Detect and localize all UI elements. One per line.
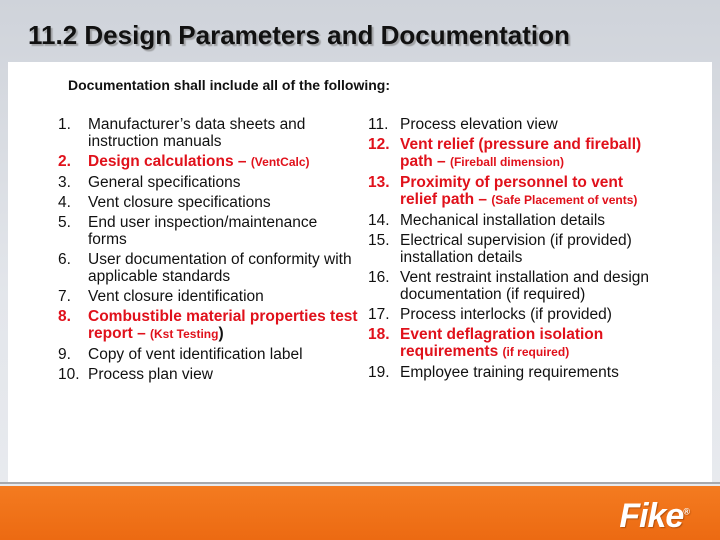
item-main-text: User documentation of conformity with applicable standards: [88, 251, 352, 285]
item-number: 11.: [368, 116, 389, 133]
list-item: [58, 308, 358, 343]
item-note: (Kst Testing: [150, 327, 219, 341]
intro-text: Documentation shall include all of the following:: [68, 77, 391, 93]
item-number: 16.: [368, 269, 390, 286]
item-text: [88, 366, 358, 383]
slide-title: 11.2 Design Parameters and Documentation: [28, 20, 570, 50]
list-item: [368, 136, 664, 171]
list-item: [58, 153, 358, 171]
item-main-text: Combustible material properties test report –: [88, 308, 358, 342]
item-text: [400, 116, 664, 133]
item-number: 17.: [368, 306, 390, 323]
item-text: [88, 214, 358, 248]
list-item: [58, 214, 358, 248]
item-main-text: End user inspection/maintenance forms: [88, 214, 318, 248]
list-item: [368, 326, 664, 361]
item-main-text: Proximity of personnel to vent relief path –: [400, 174, 624, 208]
list-item: [368, 212, 664, 229]
item-main-text: Mechanical installation details: [400, 212, 606, 229]
item-main-text: Vent restraint installation and design documentation (if required): [400, 269, 650, 303]
item-note: (Fireball dimension): [449, 155, 564, 169]
item-note: (if required): [502, 345, 570, 359]
item-text: [400, 306, 664, 323]
item-number: 6.: [58, 251, 71, 268]
logo-text: Fike: [619, 497, 684, 535]
item-main-text: Vent relief (pressure and fireball) path –: [400, 136, 642, 170]
list-item: [58, 251, 358, 285]
list-item: [58, 174, 358, 191]
item-text: [400, 364, 664, 381]
item-number: 1.: [58, 116, 71, 133]
item-number: 5.: [58, 214, 71, 231]
item-number: 12.: [368, 136, 390, 153]
item-number: 4.: [58, 194, 71, 211]
item-text: [88, 116, 358, 150]
fike-logo: [619, 497, 690, 536]
item-text: [88, 251, 358, 285]
list-item: [58, 288, 358, 305]
list-item: [58, 366, 358, 383]
item-number: 19.: [368, 364, 390, 381]
item-text: [400, 232, 664, 266]
item-note-tail: ): [218, 325, 224, 342]
item-number: 8.: [58, 308, 71, 325]
list-item: [58, 346, 358, 363]
item-number: 14.: [368, 212, 390, 229]
item-text: [88, 288, 358, 305]
list-item: [368, 232, 664, 266]
item-main-text: Copy of vent identification label: [88, 346, 303, 363]
item-number: 15.: [368, 232, 390, 249]
item-text: [400, 326, 664, 361]
item-text: [400, 174, 664, 209]
documentation-list-left: [58, 116, 358, 386]
item-text: [88, 308, 358, 343]
item-main-text: Process elevation view: [400, 116, 558, 133]
list-item: [368, 116, 664, 133]
item-number: 10.: [58, 366, 80, 383]
item-number: 2.: [58, 153, 71, 170]
list-item: [368, 269, 664, 303]
item-number: 7.: [58, 288, 71, 305]
item-main-text: Electrical supervision (if provided) installation details: [400, 232, 632, 266]
item-main-text: Vent closure identification: [88, 288, 264, 305]
documentation-list-right: [368, 116, 664, 384]
item-text: [400, 136, 664, 171]
list-item: [58, 116, 358, 150]
item-number: 13.: [368, 174, 390, 191]
item-main-text: Process interlocks (if provided): [400, 306, 612, 323]
item-number: 9.: [58, 346, 71, 363]
item-main-text: Process plan view: [88, 366, 213, 383]
item-main-text: Vent closure specifications: [88, 194, 271, 211]
footer-divider: [0, 482, 720, 484]
item-number: 18.: [368, 326, 390, 343]
item-note: (Safe Placement of vents): [491, 193, 638, 207]
list-item: [368, 306, 664, 323]
footer-bar: [0, 486, 720, 540]
item-number: 3.: [58, 174, 71, 191]
item-main-text: Employee training requirements: [400, 364, 619, 381]
item-main-text: Design calculations –: [88, 153, 251, 170]
item-note: (VentCalc): [250, 155, 310, 169]
item-main-text: Manufacturer’s data sheets and instruction manuals: [88, 116, 306, 150]
item-text: [88, 346, 358, 363]
item-text: [88, 153, 358, 171]
item-text: [400, 212, 664, 229]
list-item: [368, 174, 664, 209]
list-item: [368, 364, 664, 381]
item-main-text: Event deflagration isolation requirements: [400, 326, 604, 360]
registered-mark: ®: [683, 506, 690, 517]
item-text: [88, 194, 358, 211]
item-text: [400, 269, 664, 303]
list-item: [58, 194, 358, 211]
item-text: [88, 174, 358, 191]
item-main-text: General specifications: [88, 174, 241, 191]
